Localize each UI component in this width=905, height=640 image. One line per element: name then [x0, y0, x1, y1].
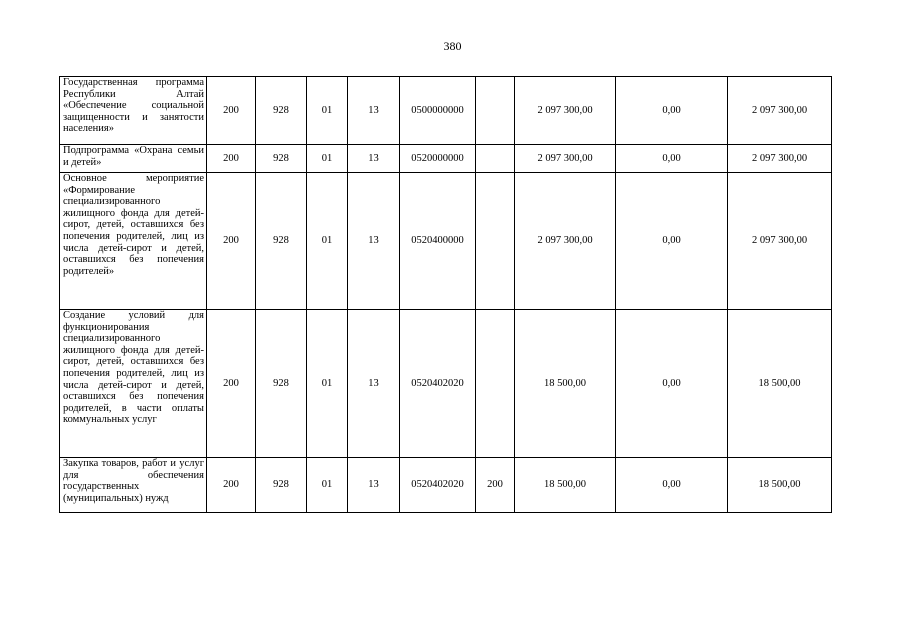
table-row	[60, 458, 832, 513]
cell-target-code: 0520402020	[400, 458, 476, 513]
cell-col4: 13	[348, 77, 400, 145]
cell-target-code: 0500000000	[400, 77, 476, 145]
cell-col4: 13	[348, 458, 400, 513]
cell-amount-3: 18 500,00	[728, 310, 832, 458]
cell-expense-type	[476, 310, 515, 458]
row-name: Подпрограмма «Охрана семьи и детей»	[60, 145, 207, 173]
cell-amount-1: 18 500,00	[515, 458, 616, 513]
table-row	[60, 145, 832, 173]
cell-col2: 928	[256, 458, 307, 513]
cell-col4: 13	[348, 173, 400, 310]
page-number: 380	[443, 39, 462, 53]
cell-col1: 200	[207, 458, 256, 513]
cell-amount-3: 2 097 300,00	[728, 145, 832, 173]
cell-amount-3: 2 097 300,00	[728, 173, 832, 310]
cell-expense-type	[476, 145, 515, 173]
cell-col1: 200	[207, 145, 256, 173]
cell-amount-3: 2 097 300,00	[728, 77, 832, 145]
cell-expense-type: 200	[476, 458, 515, 513]
cell-col3: 01	[307, 145, 348, 173]
row-name: Государственная программа Республики Алтай «Обеспечение социальной защищенности и занятости населения»	[60, 77, 207, 145]
row-name: Основное мероприятие «Формирование специализированного жилищного фонда для детей-сирот, детей, оставшихся без попечения родителей, лиц из числа детей-сирот и детей, оставшихся без попечения родителей»	[60, 173, 207, 310]
row-name: Закупка товаров, работ и услуг для обеспечения государственных (муниципальных) нужд	[60, 458, 207, 513]
cell-col3: 01	[307, 173, 348, 310]
cell-col3: 01	[307, 458, 348, 513]
cell-col1: 200	[207, 310, 256, 458]
cell-target-code: 0520400000	[400, 173, 476, 310]
cell-col1: 200	[207, 173, 256, 310]
cell-amount-2: 0,00	[616, 310, 728, 458]
cell-col2: 928	[256, 310, 307, 458]
cell-amount-1: 18 500,00	[515, 310, 616, 458]
cell-amount-2: 0,00	[616, 145, 728, 173]
cell-amount-2: 0,00	[616, 173, 728, 310]
cell-amount-3: 18 500,00	[728, 458, 832, 513]
cell-target-code: 0520000000	[400, 145, 476, 173]
cell-expense-type	[476, 173, 515, 310]
table-row	[60, 173, 832, 310]
cell-amount-1: 2 097 300,00	[515, 145, 616, 173]
table-row	[60, 77, 832, 145]
cell-col4: 13	[348, 145, 400, 173]
table-row	[60, 310, 832, 458]
cell-col3: 01	[307, 77, 348, 145]
cell-col3: 01	[307, 310, 348, 458]
cell-col2: 928	[256, 77, 307, 145]
cell-amount-1: 2 097 300,00	[515, 77, 616, 145]
cell-col1: 200	[207, 77, 256, 145]
cell-col4: 13	[348, 310, 400, 458]
cell-col2: 928	[256, 145, 307, 173]
cell-target-code: 0520402020	[400, 310, 476, 458]
cell-amount-2: 0,00	[616, 77, 728, 145]
cell-col2: 928	[256, 173, 307, 310]
cell-amount-2: 0,00	[616, 458, 728, 513]
cell-amount-1: 2 097 300,00	[515, 173, 616, 310]
cell-expense-type	[476, 77, 515, 145]
budget-table	[59, 76, 832, 513]
row-name: Создание условий для функционирования специализированного жилищного фонда для детей-сирот, детей, оставшихся без попечения родителей, лиц из числа детей-сирот и детей, оставшихся без попечения родителей, в части оплаты коммунальных услуг	[60, 310, 207, 458]
